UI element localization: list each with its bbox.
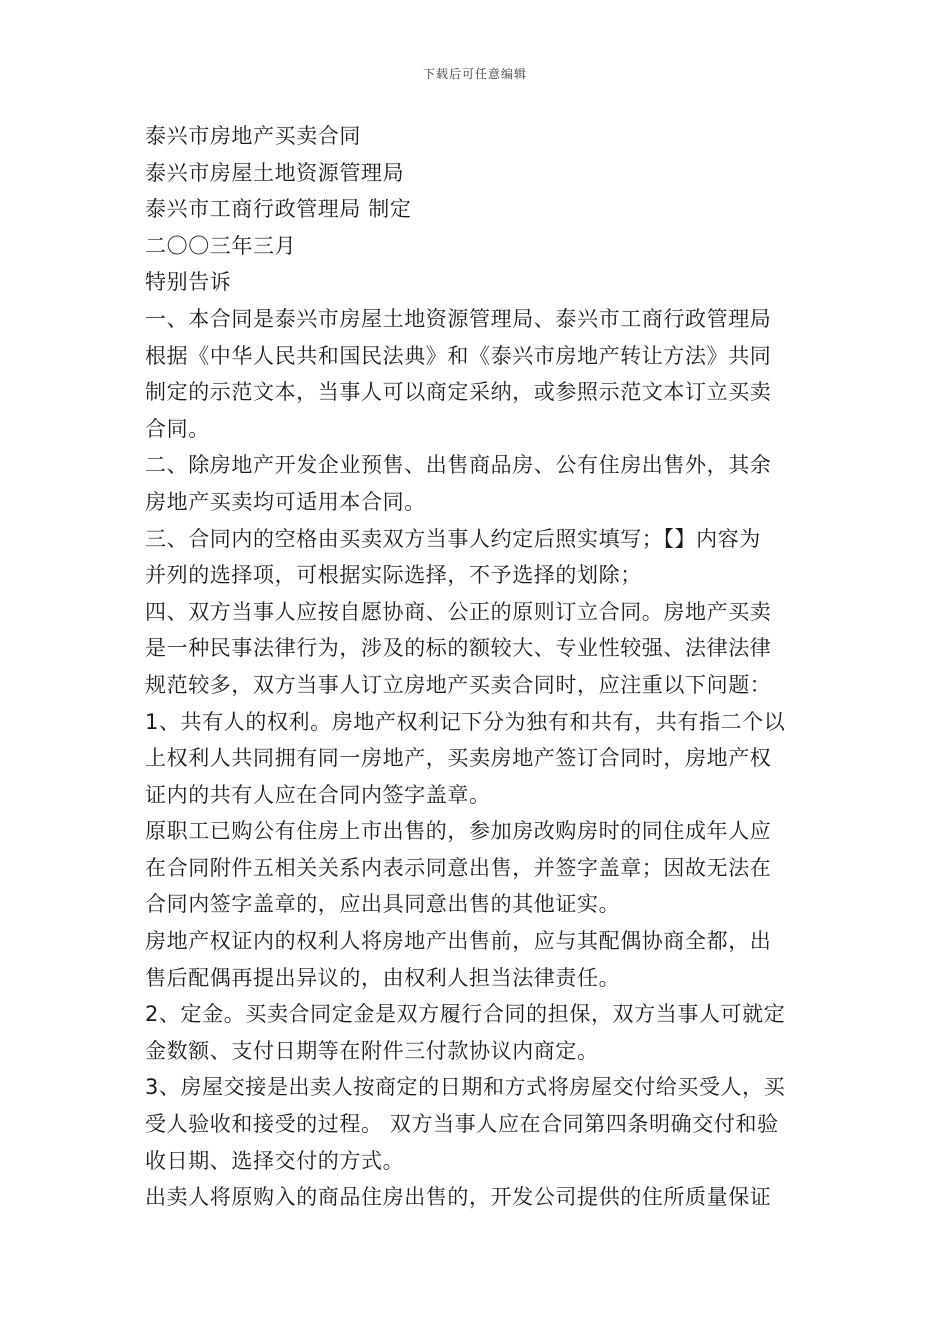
text-line: 在合同附件五相关关系内表示同意出售，并签字盖章；因故无法在 [145, 855, 772, 880]
text-line: 3、房屋交接是出卖人按商定的日期和方式将房屋交付给买受人，买 [145, 1075, 786, 1100]
text-line: 一、本合同是泰兴市房屋土地资源管理局、泰兴市工商行政管理局 [145, 306, 772, 331]
text-line: 规范较多，双方当事人订立房地产买卖合同时，应注重以下问题： [145, 672, 772, 697]
issuer-line: 泰兴市房屋土地资源管理局 [145, 160, 405, 185]
date-line: 二〇〇三年三月 [145, 233, 297, 258]
issuer-line: 泰兴市工商行政管理局 制定 [145, 197, 412, 222]
text-line: 证内的共有人应在合同内签字盖章。 [145, 782, 491, 807]
document-body [145, 118, 807, 1216]
text-line: 房地产买卖均可适用本合同。 [145, 489, 426, 514]
doc-title: 泰兴市房地产买卖合同 [145, 124, 361, 148]
text-line: 1、共有人的权利。房地产权利记下分为独有和共有，共有指二个以 [145, 709, 786, 734]
text-line: 房地产权证内的权利人将房地产出售前，应与其配偶协商全都，出 [145, 929, 772, 954]
text-line: 2、定金。买卖合同定金是双方履行合同的担保，双方当事人可就定 [145, 1002, 786, 1027]
text-line: 出卖人将原购入的商品住房出售的，开发公司提供的住所质量保证 [145, 1185, 772, 1210]
text-line: 三、合同内的空格由买卖双方当事人约定后照实填写；【】内容为 [145, 526, 761, 551]
text-line: 合同内签字盖章的，应出具同意出售的其他证实。 [145, 892, 621, 917]
text-line: 是一种民事法律行为，涉及的标的额较大、专业性较强、法律法律 [145, 636, 772, 661]
text-line: 制定的示范文本，当事人可以商定采纳，或参照示范文本订立买卖 [145, 380, 772, 405]
text-line: 合同。 [145, 416, 210, 441]
page-header-note: 下载后可任意编辑 [422, 67, 527, 81]
text-line: 四、双方当事人应按自愿协商、公正的原则订立合同。房地产买卖 [145, 599, 772, 624]
text-line: 金数额、支付日期等在附件三付款协议内商定。 [145, 1038, 599, 1063]
text-line: 根据《中华人民共和国民法典》和《泰兴市房地产转让方法》共同 [145, 343, 772, 368]
section-heading: 特别告诉 [145, 270, 232, 295]
text-line: 并列的选择项，可根据实际选择，不予选择的划除； [145, 563, 642, 588]
text-line: 受人验收和接受的过程。 双方当事人应在合同第四条明确交付和验 [145, 1112, 779, 1137]
text-line: 原职工已购公有住房上市出售的，参加房改购房时的同住成年人应 [145, 819, 772, 844]
text-line: 收日期、选择交付的方式。 [145, 1148, 405, 1173]
text-line: 上权利人共同拥有同一房地产，买卖房地产签订合同时，房地产权 [145, 746, 772, 771]
text-line: 售后配偶再提出异议的，由权利人担当法律责任。 [145, 965, 621, 990]
text-line: 二、除房地产开发企业预售、出售商品房、公有住房出售外，其余 [145, 453, 772, 478]
